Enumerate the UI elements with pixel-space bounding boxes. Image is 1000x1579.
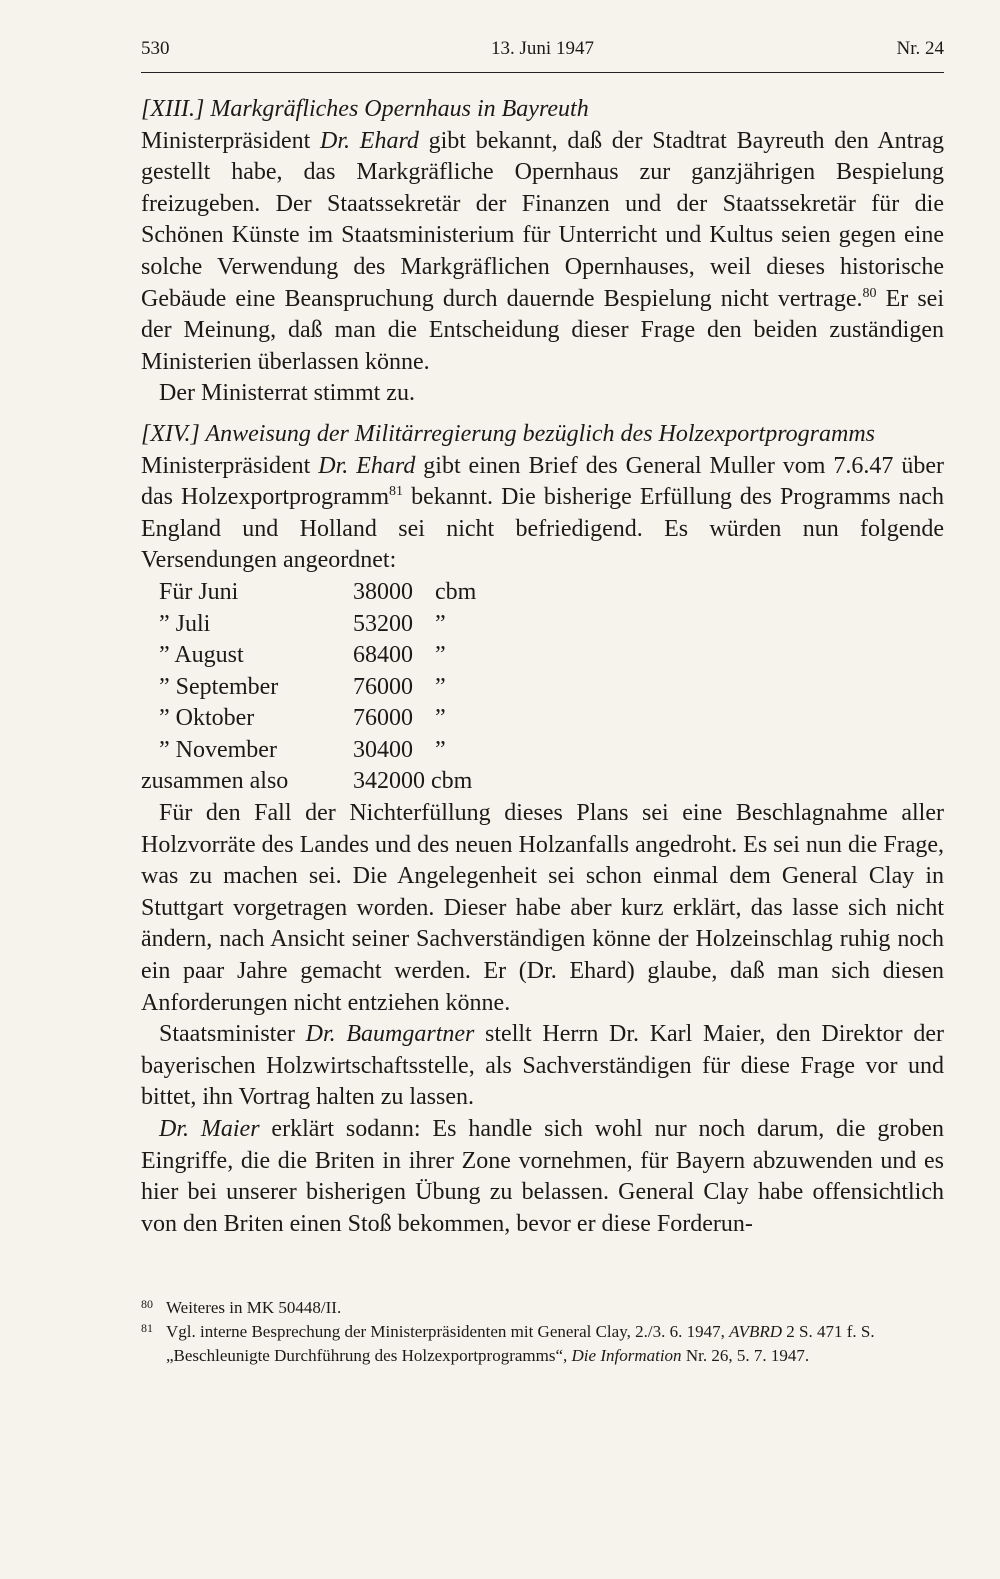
footnote-number: 81 <box>141 1321 153 1335</box>
text-run: gibt einen Brief des General Muller vom 7.6.47 über das Holzexportprogramm <box>141 452 944 511</box>
footnote-ref: 81 <box>389 484 403 500</box>
section-title: Anweisung der Militärregierung bezüglich des Holzexportprogramms <box>205 420 875 447</box>
header-issue: Nr. 24 <box>896 38 944 59</box>
section-heading-xiii <box>141 94 944 126</box>
paragraph <box>141 126 944 379</box>
main-text <box>141 94 944 1240</box>
page-number: 530 <box>141 38 170 59</box>
citation-title: AVBRD <box>729 1322 783 1341</box>
footnote-text: 2 S. 471 f. S. „Beschleunigte Durchführung des Holzexportprogramms“, <box>166 1322 875 1365</box>
footnote <box>141 1320 944 1368</box>
footnote-number: 80 <box>141 1297 153 1311</box>
text-run: erklärt sodann: Es handle sich wohl nur noch darum, die groben Eingriffe, die die Briten in ihrer Zone vornehmen, für Bayern abzuwenden und es hier bei unserer bisherigen Übung zu belassen. General Clay habe offensichtlich von den Briten einen Stoß bekommen, bevor er diese Forderun- <box>141 1116 944 1237</box>
schedule-month: ” September <box>159 673 279 700</box>
paragraph: Für den Fall der Nichterfüllung dieses Plans sei eine Beschlagnahme aller Holzvorräte des Landes und des neuen Holzanfalls angedroht. Es sei nun die Frage, was zu machen sei. Die Angelegenheit sei schon einmal dem General Clay in Stuttgart vorgetragen worden. Dieser habe aber kurz erklärt, das lasse sich nicht ändern, nach Ansicht seiner Sachverständigen könne der Holzeinschlag ruhig noch ein paar Jahre gemacht werden. Er (Dr. Ehard) glaube, daß man sich diesen Anforderungen nicht entziehen könne. <box>141 800 944 1016</box>
text-run: Er sei der Meinung, daß man die Entscheidung dieser Frage den beiden zuständigen Ministerien überlassen könne. <box>141 285 944 375</box>
person-name: Dr. Ehard <box>318 452 416 479</box>
schedule-total-value: 342000 cbm <box>353 768 473 795</box>
text-run: Ministerpräsident <box>141 127 321 154</box>
schedule-value: 30400 <box>353 736 413 763</box>
shipment-schedule <box>141 577 944 798</box>
running-header <box>141 36 944 73</box>
footnote-text: Vgl. interne Besprechung der Ministerpräsidenten mit General Clay, 2./3. 6. 1947, <box>166 1322 730 1341</box>
section-heading-xiv <box>141 419 944 451</box>
footnote <box>141 1296 944 1320</box>
text-run: Staatsminister <box>159 1021 306 1048</box>
schedule-month: ” Juli <box>159 610 211 637</box>
schedule-row <box>141 640 944 672</box>
section-number: [XIII.] <box>141 96 205 122</box>
schedule-month: ” Oktober <box>159 705 255 732</box>
schedule-unit: cbm <box>435 578 477 605</box>
schedule-unit: ” <box>435 642 446 669</box>
schedule-row <box>141 735 944 767</box>
schedule-value: 76000 <box>353 705 413 732</box>
paragraph: Der Ministerrat stimmt zu. <box>159 380 415 407</box>
footnote-text: Weiteres in MK 50448/II. <box>166 1298 342 1317</box>
schedule-value: 76000 <box>353 673 413 700</box>
text-run: stellt Herrn Dr. Karl Maier, den Direktor der bayerischen Holzwirtschaftsstelle, als Sachverständigen für diese Frage vor und bittet, ihn Vortrag halten zu lassen. <box>141 1021 944 1111</box>
schedule-unit: ” <box>435 673 446 700</box>
schedule-row <box>141 672 944 704</box>
schedule-month: ” August <box>159 642 244 669</box>
footnote-ref: 80 <box>862 285 877 301</box>
schedule-value: 68400 <box>353 642 413 669</box>
citation-title: Die Information <box>571 1346 682 1365</box>
text-run: bekannt. Die bisherige Erfüllung des Programms nach England und Holland sei nicht befriedigend. Es würden nun folgende Versendungen angeordnet: <box>141 484 944 574</box>
schedule-row <box>141 577 944 609</box>
schedule-total-label: zusammen also <box>141 768 289 795</box>
paragraph <box>141 451 944 577</box>
schedule-month: ” November <box>159 736 277 763</box>
section-title: Markgräfliches Opernhaus in Bayreuth <box>210 96 589 122</box>
schedule-unit: ” <box>435 610 446 637</box>
footnote-text: Nr. 26, 5. 7. 1947. <box>681 1346 810 1365</box>
paragraph <box>141 1114 944 1240</box>
footnotes <box>141 1296 944 1368</box>
schedule-value: 53200 <box>353 610 413 637</box>
text-run: Ministerpräsident <box>141 452 319 479</box>
section-number: [XIV.] <box>141 420 200 447</box>
person-name: Dr. Ehard <box>320 127 419 154</box>
header-date: 13. Juni 1947 <box>491 38 594 59</box>
text-run: gibt bekannt, daß der Stadtrat Bayreuth den Antrag gestellt habe, das Markgräfliche Opernhaus zur ganzjährigen Bespielung freizugeben. Der Staatssekretär der Finanzen und der Staatssekretär für die Schönen Künste im Staatsministerium für Unterricht und Kultus seien gegen eine solche Verwendung des Markgräflichen Opernhauses, weil dieses historische Gebäude eine Beanspruchung durch dauernde Bespielung nicht vertrage. <box>141 127 944 312</box>
paragraph <box>141 1019 944 1114</box>
person-name: Dr. Baumgartner <box>305 1021 475 1048</box>
schedule-value: 38000 <box>353 578 413 605</box>
schedule-month: Für Juni <box>159 578 239 605</box>
schedule-unit: ” <box>435 736 446 763</box>
schedule-row <box>141 703 944 735</box>
schedule-row <box>141 609 944 641</box>
person-name: Dr. Maier <box>159 1116 260 1142</box>
schedule-unit: ” <box>435 705 446 732</box>
schedule-total-row <box>141 766 944 798</box>
